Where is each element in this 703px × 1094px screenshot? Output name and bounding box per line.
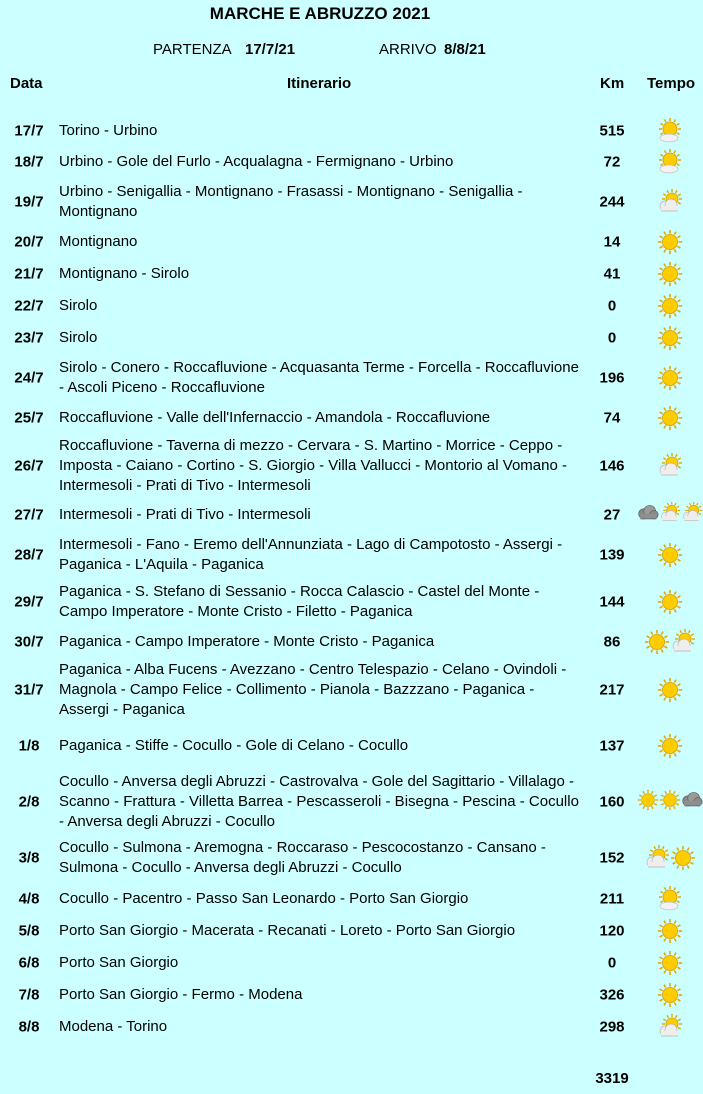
row-weather	[637, 324, 703, 352]
row-km: 196	[599, 369, 625, 387]
row-weather	[637, 788, 703, 816]
row-itinerary: Paganica - Stiffe - Cocullo - Gole di Celano - Cocullo	[59, 737, 409, 754]
sun-icon	[670, 845, 696, 871]
row-date: 25/7	[14, 409, 44, 427]
sun-icon	[657, 589, 683, 615]
row-itinerary: Montignano	[59, 233, 138, 250]
row-weather	[637, 292, 703, 320]
cloud-sun-icon	[657, 453, 683, 479]
row-weather	[637, 844, 703, 872]
row-date: 17/7	[14, 122, 44, 140]
table-row	[0, 226, 703, 258]
row-date: 7/8	[18, 986, 40, 1004]
table-row	[0, 356, 703, 400]
row-km: 74	[603, 409, 621, 427]
row-date: 26/7	[14, 457, 44, 475]
page-title: MARCHE E ABRUZZO 2021	[209, 4, 431, 23]
table-row	[0, 626, 703, 658]
trip-dates	[0, 41, 703, 61]
row-itinerary: Porto San Giorgio - Macerata - Recanati - Loreto - Porto San Giorgio	[59, 922, 516, 939]
row-date: 4/8	[18, 890, 40, 908]
row-weather	[637, 541, 703, 569]
row-itinerary: Urbino - Senigallia - Montignano - Frasassi - Montignano - Senigallia - Montignano	[59, 183, 523, 220]
row-date: 29/7	[14, 593, 44, 611]
row-itinerary: Montignano - Sirolo	[59, 265, 190, 282]
table-row	[0, 658, 703, 722]
sun-icon	[657, 261, 683, 287]
header-weather: Tempo	[647, 75, 696, 92]
row-date: 6/8	[18, 954, 40, 972]
sun-icon	[657, 365, 683, 391]
cloud-sun-icon	[670, 629, 696, 655]
row-km: 0	[607, 954, 617, 972]
table-row	[0, 258, 703, 290]
table-row	[0, 146, 703, 178]
row-date: 22/7	[14, 297, 44, 315]
row-km: 515	[599, 122, 625, 140]
row-weather	[637, 501, 703, 529]
sun-icon	[657, 733, 683, 759]
row-itinerary: Intermesoli - Prati di Tivo - Intermesoli	[59, 506, 311, 523]
storm-cloud-icon	[681, 789, 703, 815]
sun-icon	[657, 542, 683, 568]
row-km: 160	[599, 793, 625, 811]
sun-icon	[657, 677, 683, 703]
row-itinerary: Modena - Torino	[59, 1018, 168, 1035]
table-row	[0, 533, 703, 577]
table-row	[0, 730, 703, 762]
row-km: 326	[599, 986, 625, 1004]
sun-cloud-icon	[657, 118, 683, 144]
row-date: 1/8	[18, 737, 40, 755]
cloud-sun-icon	[681, 502, 703, 528]
arrival-date: 8/8/21	[444, 41, 486, 58]
departure-label: PARTENZA	[153, 41, 232, 58]
departure-date: 17/7/21	[245, 41, 296, 58]
table-row	[0, 915, 703, 947]
row-date: 2/8	[18, 793, 40, 811]
sun-icon	[644, 629, 670, 655]
row-weather	[637, 732, 703, 760]
row-km: 144	[599, 593, 625, 611]
row-itinerary: Cocullo - Pacentro - Passo San Leonardo - Porto San Giorgio	[59, 890, 469, 907]
table-row	[0, 836, 703, 880]
row-itinerary: Paganica - Campo Imperatore - Monte Cristo - Paganica	[59, 633, 435, 650]
row-date: 3/8	[18, 849, 40, 867]
row-km: 217	[599, 681, 625, 699]
table-row	[0, 402, 703, 434]
row-date: 20/7	[14, 233, 44, 251]
row-itinerary: Roccafluvione - Taverna di mezzo - Cervara - S. Martino - Morrice - Ceppo - Imposta - Caiano - Cortino - S. Giorgio - Villa Vallucci - Montorio al Vomano - Intermesoli - Prati di Tivo - Intermesoli	[59, 437, 567, 494]
row-date: 27/7	[14, 506, 44, 524]
table-row	[0, 322, 703, 354]
row-weather	[637, 1013, 703, 1041]
header-itinerary: Itinerario	[287, 75, 352, 92]
table-row	[0, 979, 703, 1011]
row-date: 24/7	[14, 369, 44, 387]
table-row	[0, 770, 703, 834]
sun-cloud-icon	[657, 149, 683, 175]
sun-icon	[657, 325, 683, 351]
row-km: 41	[603, 265, 621, 283]
row-itinerary: Sirolo	[59, 329, 98, 346]
cloud-sun-icon	[644, 845, 670, 871]
sun-icon	[657, 918, 683, 944]
row-itinerary: Cocullo - Anversa degli Abruzzi - Castrovalva - Gole del Sagittario - Villalago - Scanno - Frattura - Villetta Barrea - Pescasseroli - Bisegna - Pescina - Cocullo - Anversa degli Abruzzi - Cocullo	[59, 773, 579, 830]
total-km: 3319	[595, 1070, 629, 1087]
sun-icon	[657, 405, 683, 431]
row-weather	[637, 148, 703, 176]
row-km: 244	[599, 193, 625, 211]
row-itinerary: Cocullo - Sulmona - Aremogna - Roccaraso - Pescocostanzo - Cansano - Sulmona - Cocullo - Anversa degli Abruzzi - Cocullo	[59, 839, 546, 876]
row-weather	[637, 628, 703, 656]
row-km: 137	[599, 737, 625, 755]
row-km: 86	[603, 633, 621, 651]
row-km: 146	[599, 457, 625, 475]
row-weather	[637, 949, 703, 977]
row-weather	[637, 588, 703, 616]
header-km: Km	[600, 75, 625, 92]
storm-cloud-icon	[637, 502, 659, 528]
row-km: 0	[607, 297, 617, 315]
row-km: 120	[599, 922, 625, 940]
cloud-sun-icon	[657, 1014, 683, 1040]
row-itinerary: Porto San Giorgio	[59, 954, 179, 971]
row-km: 211	[599, 890, 625, 908]
row-date: 8/8	[18, 1018, 40, 1036]
sun-icon	[637, 789, 659, 815]
row-itinerary: Porto San Giorgio - Fermo - Modena	[59, 986, 303, 1003]
table-row	[0, 434, 703, 498]
row-km: 72	[603, 153, 621, 171]
row-itinerary: Torino - Urbino	[59, 122, 158, 139]
row-weather	[637, 404, 703, 432]
sun-icon	[657, 982, 683, 1008]
row-itinerary: Paganica - Alba Fucens - Avezzano - Centro Telespazio - Celano - Ovindoli - Magnola - Campo Felice - Collimento - Pianola - Bazzzano - Paganica - Assergi - Paganica	[59, 661, 567, 718]
sun-icon	[659, 789, 681, 815]
row-weather	[637, 676, 703, 704]
row-itinerary: Paganica - S. Stefano di Sessanio - Rocca Calascio - Castel del Monte - Campo Imperatore - Monte Cristo - Filetto - Paganica	[59, 583, 540, 620]
table-row	[0, 580, 703, 624]
row-km: 298	[599, 1018, 625, 1036]
cloud-sun-icon	[657, 189, 683, 215]
row-km: 152	[599, 849, 625, 867]
row-weather	[637, 452, 703, 480]
row-weather	[637, 917, 703, 945]
table-row	[0, 180, 703, 224]
row-km: 139	[599, 546, 625, 564]
row-itinerary: Intermesoli - Fano - Eremo dell'Annunziata - Lago di Campotosto - Assergi - Paganica - L'Aquila - Paganica	[59, 536, 563, 573]
table-row	[0, 499, 703, 531]
sun-cloud-icon	[657, 886, 683, 912]
sun-icon	[657, 950, 683, 976]
table-row	[0, 115, 703, 147]
sun-icon	[657, 293, 683, 319]
header-date: Data	[10, 75, 43, 92]
row-date: 19/7	[14, 193, 44, 211]
row-date: 30/7	[14, 633, 44, 651]
row-weather	[637, 981, 703, 1009]
row-date: 23/7	[14, 329, 44, 347]
row-itinerary: Sirolo	[59, 297, 98, 314]
sun-icon	[657, 229, 683, 255]
row-km: 14	[603, 233, 621, 251]
row-weather	[637, 260, 703, 288]
row-itinerary: Sirolo - Conero - Roccafluvione - Acquasanta Terme - Forcella - Roccafluvione - Ascoli Piceno - Roccafluvione	[59, 359, 579, 396]
row-weather	[637, 228, 703, 256]
arrival-label: ARRIVO	[379, 41, 437, 58]
row-weather	[637, 188, 703, 216]
table-row	[0, 883, 703, 915]
row-date: 28/7	[14, 546, 44, 564]
row-itinerary: Urbino - Gole del Furlo - Acqualagna - Fermignano - Urbino	[59, 153, 454, 170]
row-itinerary: Roccafluvione - Valle dell'Infernaccio - Amandola - Roccafluvione	[59, 409, 491, 426]
row-date: 21/7	[14, 265, 44, 283]
row-date: 31/7	[14, 681, 44, 699]
row-weather	[637, 117, 703, 145]
row-weather	[637, 364, 703, 392]
row-km: 27	[603, 506, 621, 524]
table-row	[0, 1011, 703, 1043]
row-date: 18/7	[14, 153, 44, 171]
row-weather	[637, 885, 703, 913]
cloud-sun-icon	[659, 502, 681, 528]
row-date: 5/8	[18, 922, 40, 940]
row-km: 0	[607, 329, 617, 347]
table-row	[0, 947, 703, 979]
table-row	[0, 290, 703, 322]
